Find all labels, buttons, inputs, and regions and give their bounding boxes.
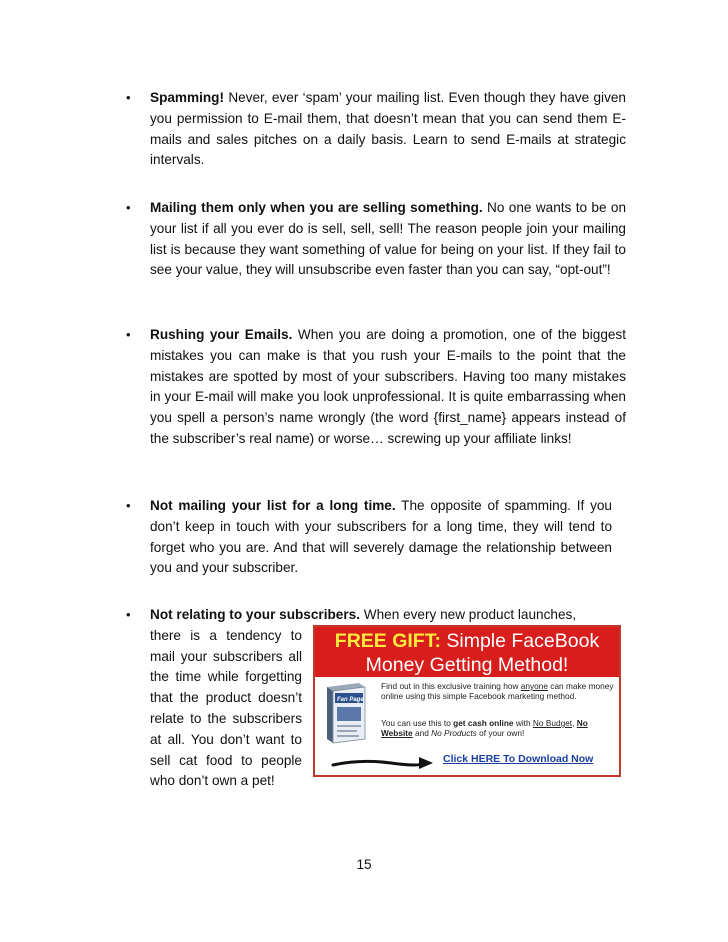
product-label: Fan Page <box>337 697 364 703</box>
bullet-icon: • <box>126 498 131 513</box>
ad-description-2: You can use this to get cash online with No Budget, No Website and No Products of your own! <box>381 718 588 739</box>
product-box-icon <box>321 681 367 747</box>
bullet-icon: • <box>126 90 131 105</box>
item-text: The opposite of spamming. If you don’t keep in touch with your subscribers for a long time, they will tend to forget who you are. And that will severely damage the relationship between you and your subscriber. <box>150 498 612 576</box>
arrow-right-icon <box>331 755 435 771</box>
list-item <box>126 496 612 579</box>
list-item <box>126 198 626 281</box>
ad-description: Find out in this exclusive training how anyone can make money online using this simple Facebook marketing method. <box>381 681 614 702</box>
bullet-icon: • <box>126 327 131 342</box>
free-gift-ad[interactable] <box>313 625 621 777</box>
item-text: When you are doing a promotion, one of the biggest mistakes you can make is that you rush your E-mails to the point that the mistakes are spotted by most of your subscribers. Having too many mistakes in your E-mail will make you look unprofessional. It is quite embarrassing when you spell a person’s name wrongly (the word {first_name} appears instead of the subscriber’s real name) or worse… screwing up your affiliate links! <box>150 327 627 446</box>
item-heading: Rushing your Emails. <box>150 327 293 342</box>
bullet-icon: • <box>126 607 131 622</box>
ad-headline <box>315 627 619 677</box>
page-number: 15 <box>356 857 372 872</box>
ad-headline-line2: Money Getting Method! <box>365 654 569 676</box>
item-text: When every new product launches, <box>360 607 577 622</box>
item-first-line <box>150 605 610 626</box>
download-link[interactable]: Click HERE To Download Now <box>443 753 594 765</box>
item-text: there is a tendency to mail your subscribers all the time while forgetting that the product doesn’t relate to the subscribers at all. You don’t want to sell cat food to people who don’t own a pet! <box>150 627 302 789</box>
ad-headline-gift: FREE GIFT: <box>334 630 441 652</box>
list-item <box>126 325 626 450</box>
item-text: Never, ever ‘spam’ your mailing list. Even though they have given you permission to E-mail them, that doesn’t mean that you can send them E-mails and sales pitches on a daily basis. Learn to send E-mails at strategic intervals. <box>150 90 626 168</box>
bullet-icon: • <box>126 200 131 215</box>
item-heading: Mailing them only when you are selling something. <box>150 200 483 215</box>
item-heading: Not mailing your list for a long time. <box>150 498 396 513</box>
item-heading: Not relating to your subscribers. <box>150 607 360 622</box>
ad-body <box>315 677 619 773</box>
list-item <box>126 88 626 171</box>
ad-headline-rest: Simple FaceBook <box>440 630 600 652</box>
item-heading: Spamming! <box>150 90 225 105</box>
item-text: No one wants to be on your list if all you ever do is sell, sell, sell! The reason people join your mailing list is because they want something of value for being on your list. If they fail to see your value, they will unsubscribe even faster than you can say, “opt-out”! <box>150 200 626 278</box>
